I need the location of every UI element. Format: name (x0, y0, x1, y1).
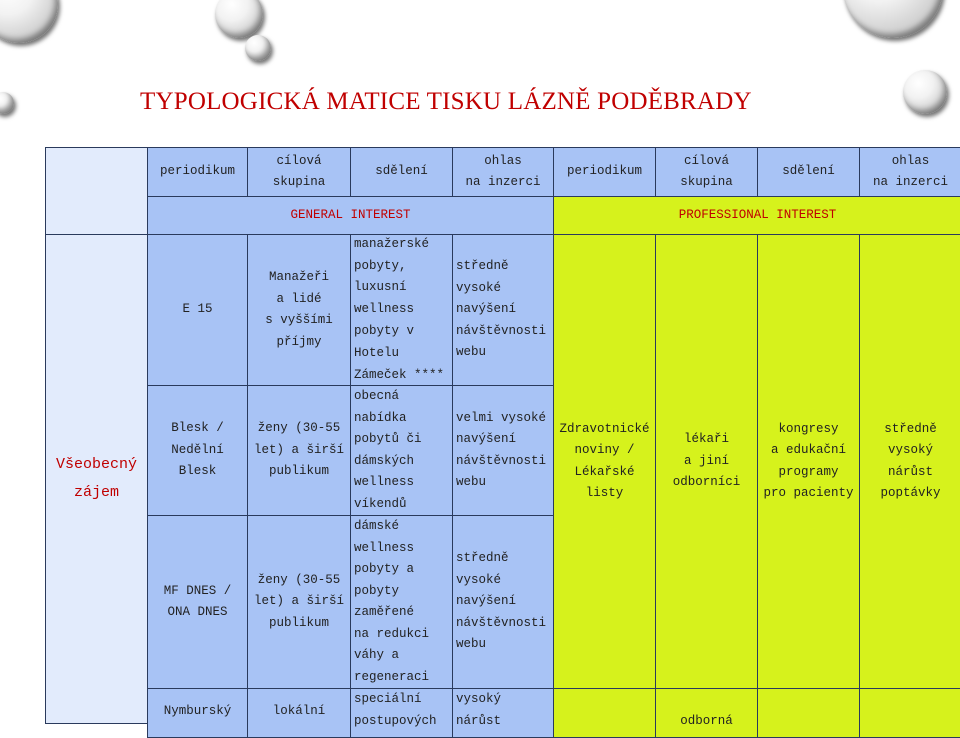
water-drop-decoration (843, 0, 943, 38)
row-blesk-sdeleni: obecná nabídka pobytů či dámských wellness víkendů (350, 385, 453, 516)
header-sdeleni: sdělení (350, 147, 453, 197)
water-drop-decoration (0, 92, 14, 114)
professional-last-sdeleni (757, 688, 860, 738)
row-nymbursky-ohlas: vysoký nárůst (452, 688, 554, 738)
professional-last-ohlas (859, 688, 960, 738)
page-title: TYPOLOGICKÁ MATICE TISKU LÁZNĚ PODĚBRADY (140, 88, 752, 115)
professional-last-periodikum (553, 688, 656, 738)
section-professional-interest: PROFESSIONAL INTEREST (553, 196, 960, 235)
water-drop-decoration (903, 70, 947, 114)
professional-last-cilova-skupina: odborná (655, 688, 758, 738)
row-mfdnes-sdeleni: dámské wellness pobyty a pobyty zaměřené na redukci váhy a regeneraci (350, 515, 453, 689)
header-cilova-skupina-2: cílová skupina (655, 147, 758, 197)
water-drop-decoration (245, 35, 271, 61)
row-mfdnes-cilova-skupina: ženy (30-55 let) a širší publikum (247, 515, 351, 689)
row-e15-cilova-skupina: Manažeři a lidé s vyššími příjmy (247, 234, 351, 386)
row-e15-ohlas: středně vysoké navýšení návštěvnosti webu (452, 234, 554, 386)
professional-cilova-skupina: lékaři a jiní odborníci (655, 234, 758, 689)
professional-sdeleni: kongresy a edukační programy pro pacienty (757, 234, 860, 689)
section-general-interest: GENERAL INTEREST (147, 196, 554, 235)
row-blesk-periodikum: Blesk / Nedělní Blesk (147, 385, 248, 516)
professional-ohlas: středně vysoký nárůst poptávky (859, 234, 960, 689)
header-sdeleni-2: sdělení (757, 147, 860, 197)
category-label: Všeobecný zájem (45, 234, 148, 724)
row-blesk-cilova-skupina: ženy (30-55 let) a širší publikum (247, 385, 351, 516)
corner-cell (45, 147, 148, 235)
water-drop-decoration (215, 0, 263, 38)
row-nymbursky-sdeleni: speciální postupových (350, 688, 453, 738)
row-mfdnes-ohlas: středně vysoké navýšení návštěvnosti webu (452, 515, 554, 689)
row-e15-sdeleni: manažerské pobyty, luxusní wellness pobyty v Hotelu Zámeček **** (350, 234, 453, 386)
row-blesk-ohlas: velmi vysoké navýšení návštěvnosti webu (452, 385, 554, 516)
header-ohlas: ohlas na inzerci (452, 147, 554, 197)
header-periodikum: periodikum (147, 147, 248, 197)
header-periodikum-2: periodikum (553, 147, 656, 197)
header-cilova-skupina: cílová skupina (247, 147, 351, 197)
row-nymbursky-cilova-skupina: lokální (247, 688, 351, 738)
row-nymbursky-periodikum: Nymburský (147, 688, 248, 738)
professional-periodikum: Zdravotnické noviny / Lékařské listy (553, 234, 656, 689)
water-drop-decoration (0, 0, 58, 43)
header-ohlas-2: ohlas na inzerci (859, 147, 960, 197)
row-mfdnes-periodikum: MF DNES / ONA DNES (147, 515, 248, 689)
row-e15-periodikum: E 15 (147, 234, 248, 386)
